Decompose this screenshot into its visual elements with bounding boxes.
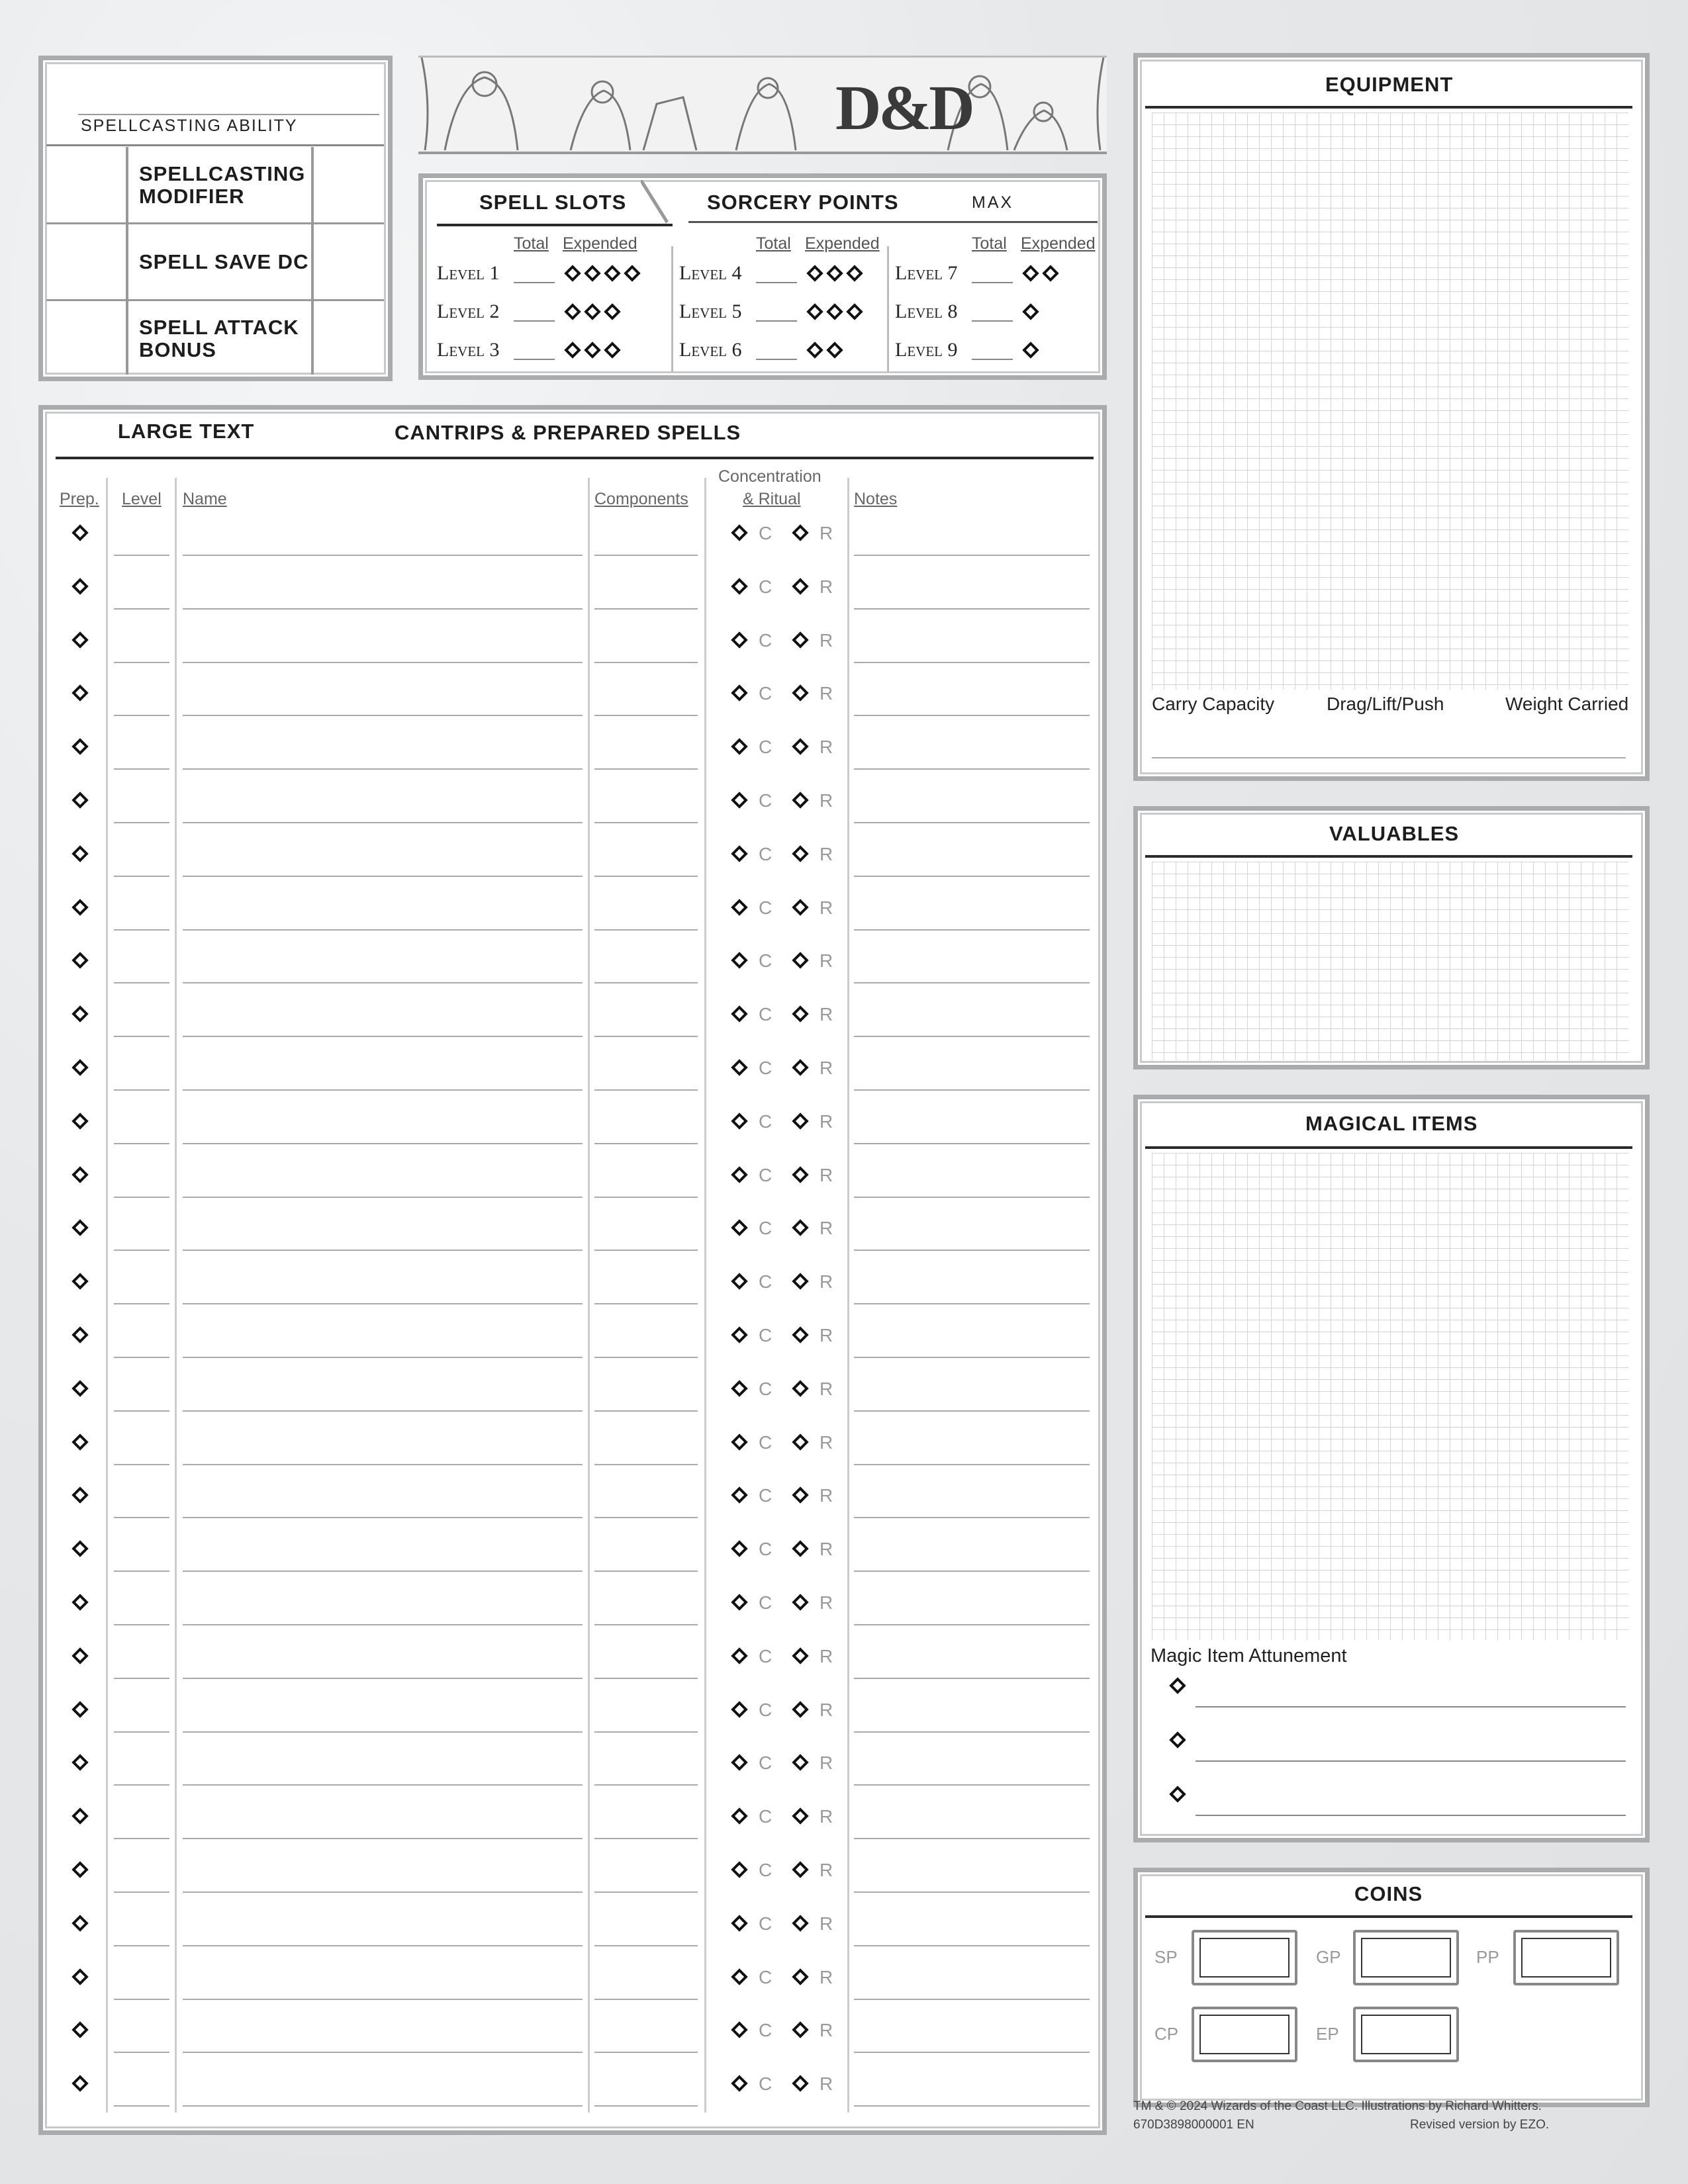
- spell-notes-field[interactable]: [854, 768, 1090, 770]
- concentration-label: C: [759, 1752, 773, 1774]
- concentration-label: C: [759, 629, 773, 651]
- weight-carried-label: Weight Carried: [1505, 694, 1629, 714]
- concentration-label: C: [759, 1218, 773, 1239]
- ritual-label: R: [820, 1860, 833, 1880]
- concentration-label: C: [759, 737, 773, 758]
- spell-notes-field[interactable]: [854, 1303, 1090, 1304]
- spell-components-field[interactable]: [594, 608, 698, 610]
- slot-level-label: Level 9: [895, 339, 958, 361]
- spell-name-field[interactable]: [183, 662, 583, 663]
- ritual-label: R: [820, 683, 833, 704]
- concentration-label: C: [759, 1432, 773, 1453]
- spells-col-sep-3: [588, 478, 590, 2113]
- spell-notes-field[interactable]: [854, 1036, 1090, 1037]
- spell-notes-field[interactable]: [854, 1999, 1090, 2000]
- coin-label: CP: [1154, 2024, 1179, 2044]
- ritual-label: R: [820, 1271, 833, 1293]
- coin-label: EP: [1316, 2024, 1339, 2044]
- coin-label: GP: [1316, 1947, 1341, 1967]
- ritual-label: R: [820, 629, 833, 651]
- equipment-grid[interactable]: [1152, 113, 1628, 690]
- spell-name-field[interactable]: [183, 1891, 583, 1893]
- slot-level-label: Level 2: [437, 300, 500, 322]
- concentration-label: C: [759, 1271, 773, 1293]
- slot-total-input[interactable]: [972, 282, 1013, 283]
- spell-level-field[interactable]: [114, 876, 169, 877]
- spell-name-field[interactable]: [183, 1784, 583, 1786]
- spell-components-field[interactable]: [594, 1250, 698, 1251]
- slot-total-input[interactable]: [972, 359, 1013, 360]
- spell-notes-field[interactable]: [854, 555, 1090, 556]
- col-level: Level: [122, 490, 162, 508]
- spell-name-field[interactable]: [183, 1624, 583, 1625]
- concentration-label: C: [759, 1806, 773, 1827]
- slot-col-separator: [887, 246, 889, 372]
- spell-notes-field[interactable]: [854, 1891, 1090, 1893]
- spell-name-field[interactable]: [183, 715, 583, 716]
- slot-expended-header: Expended: [1021, 234, 1096, 253]
- slot-level-label: Level 8: [895, 300, 958, 322]
- concentration-label: C: [759, 1860, 773, 1880]
- coins-rule: [1145, 1915, 1632, 1918]
- spell-components-field[interactable]: [594, 1945, 698, 1946]
- ritual-label: R: [820, 790, 833, 811]
- spell-name-field[interactable]: [183, 1945, 583, 1946]
- ritual-label: R: [820, 2073, 833, 2095]
- figure-knight-head: [473, 72, 496, 96]
- spell-level-field[interactable]: [114, 608, 169, 610]
- mod-divider-v1: [126, 147, 128, 375]
- ritual-label: R: [820, 1806, 833, 1827]
- ritual-label: R: [820, 1699, 833, 1720]
- figure-machine: [643, 97, 696, 150]
- spell-notes-field[interactable]: [854, 1357, 1090, 1358]
- spells-title: CANTRIPS & PREPARED SPELLS: [395, 421, 741, 444]
- slot-total-input[interactable]: [756, 282, 797, 283]
- valuables-rule: [1145, 855, 1632, 858]
- spell-notes-field[interactable]: [854, 1678, 1090, 1679]
- concentration-label: C: [759, 897, 773, 918]
- spellcasting-divider: [46, 144, 384, 146]
- concentration-label: C: [759, 2073, 773, 2095]
- spell-level-field[interactable]: [114, 2105, 169, 2107]
- spell-notes-field[interactable]: [854, 715, 1090, 716]
- spell-notes-field[interactable]: [854, 1410, 1090, 1412]
- spell-attack-bonus-input[interactable]: [48, 302, 124, 375]
- ritual-label: R: [820, 523, 833, 543]
- spell-components-field[interactable]: [594, 1624, 698, 1625]
- sorcery-rule: [688, 221, 1098, 223]
- slot-total-input[interactable]: [514, 359, 555, 360]
- spell-name-field[interactable]: [183, 1731, 583, 1733]
- spellcasting-ability-input[interactable]: [81, 86, 379, 113]
- slot-level-label: Level 4: [679, 262, 742, 284]
- concentration-label: C: [759, 2020, 773, 2041]
- coin-input-inner: [1199, 2015, 1289, 2054]
- ritual-label: R: [820, 1111, 833, 1132]
- spell-components-field[interactable]: [594, 1410, 698, 1412]
- coin-input[interactable]: [1192, 1930, 1297, 1985]
- attunement-field[interactable]: [1196, 1706, 1626, 1707]
- col-concentration: Concentration: [718, 467, 821, 486]
- coin-input-inner: [1361, 2015, 1451, 2054]
- spell-level-field[interactable]: [114, 929, 169, 931]
- ritual-label: R: [820, 950, 833, 972]
- coin-label: PP: [1476, 1947, 1499, 1967]
- ritual-label: R: [820, 1645, 833, 1666]
- ritual-label: R: [820, 1378, 833, 1399]
- coin-input-inner: [1521, 1938, 1611, 1978]
- drag-lift-push-label: Drag/Lift/Push: [1327, 694, 1444, 714]
- spell-components-field[interactable]: [594, 1303, 698, 1304]
- spell-components-field[interactable]: [594, 1891, 698, 1893]
- slot-level-label: Level 5: [679, 300, 742, 322]
- spell-name-field[interactable]: [183, 1250, 583, 1251]
- ritual-label: R: [820, 843, 833, 864]
- carry-capacity-input[interactable]: [1152, 757, 1626, 758]
- concentration-label: C: [759, 576, 773, 597]
- slot-total-header: Total: [972, 234, 1007, 253]
- ritual-label: R: [820, 897, 833, 918]
- spell-components-field[interactable]: [594, 555, 698, 556]
- spell-components-field[interactable]: [594, 1464, 698, 1465]
- illustration-banner: [418, 56, 1107, 154]
- ritual-label: R: [820, 1752, 833, 1774]
- slot-level-label: Level 3: [437, 339, 500, 361]
- concentration-label: C: [759, 1485, 773, 1506]
- coin-label: SP: [1154, 1947, 1178, 1967]
- slot-total-input[interactable]: [514, 282, 555, 283]
- spell-level-field[interactable]: [114, 1731, 169, 1733]
- concentration-label: C: [759, 1325, 773, 1345]
- spellcasting-modifier-input[interactable]: [48, 148, 124, 221]
- spell-notes-field[interactable]: [854, 1784, 1090, 1786]
- concentration-label: C: [759, 1164, 773, 1185]
- spell-components-field[interactable]: [594, 876, 698, 877]
- spell-notes-field[interactable]: [854, 929, 1090, 931]
- slot-level-label: Level 7: [895, 262, 958, 284]
- spell-components-field[interactable]: [594, 1143, 698, 1144]
- spell-name-field[interactable]: [183, 1678, 583, 1679]
- spell-name-field[interactable]: [183, 1838, 583, 1839]
- spell-components-field[interactable]: [594, 2052, 698, 2053]
- spell-level-field[interactable]: [114, 662, 169, 663]
- spells-col-sep-1: [106, 478, 108, 2113]
- spell-level-field[interactable]: [114, 1678, 169, 1679]
- spell-components-field[interactable]: [594, 1517, 698, 1518]
- spell-name-field[interactable]: [183, 982, 583, 983]
- concentration-label: C: [759, 1378, 773, 1399]
- spell-name-field[interactable]: [183, 1303, 583, 1304]
- footer-code: 670D3898000001 EN: [1133, 2118, 1254, 2132]
- dnd-logo: D&D: [835, 72, 972, 143]
- ritual-label: R: [820, 1592, 833, 1613]
- concentration-label: C: [759, 1592, 773, 1613]
- spell-name-field[interactable]: [183, 1999, 583, 2000]
- coin-input-inner: [1361, 1938, 1451, 1978]
- spell-name-field[interactable]: [183, 1464, 583, 1465]
- concentration-label: C: [759, 1004, 773, 1025]
- spell-level-field[interactable]: [114, 1517, 169, 1518]
- spells-col-sep-5: [847, 478, 849, 2113]
- spell-name-field[interactable]: [183, 1517, 583, 1518]
- spell-name-field[interactable]: [183, 876, 583, 877]
- slot-col-separator: [671, 246, 673, 372]
- spell-level-field[interactable]: [114, 1410, 169, 1412]
- large-text-label[interactable]: LARGE TEXT: [118, 420, 255, 443]
- sorcery-points-input[interactable]: [887, 187, 960, 218]
- ritual-label: R: [820, 737, 833, 758]
- curtains: [422, 58, 1103, 150]
- coin-input[interactable]: [1353, 2007, 1459, 2062]
- ritual-label: R: [820, 1325, 833, 1345]
- slot-total-input[interactable]: [756, 320, 797, 322]
- slot-total-input[interactable]: [756, 359, 797, 360]
- figure-elf: [736, 84, 796, 150]
- ritual-label: R: [820, 1164, 833, 1185]
- concentration-label: C: [759, 790, 773, 811]
- concentration-label: C: [759, 1699, 773, 1720]
- mod-divider-v2: [311, 147, 314, 375]
- slot-total-header: Total: [756, 234, 791, 253]
- slot-total-header: Total: [514, 234, 549, 253]
- slot-total-input[interactable]: [514, 320, 555, 322]
- spell-save-dc-input[interactable]: [48, 225, 124, 298]
- ritual-label: R: [820, 1485, 833, 1506]
- spell-notes-field[interactable]: [854, 876, 1090, 877]
- valuables-grid[interactable]: [1152, 862, 1628, 1060]
- concentration-label: C: [759, 843, 773, 864]
- spell-level-field[interactable]: [114, 1891, 169, 1893]
- spell-level-field[interactable]: [114, 555, 169, 556]
- spell-notes-field[interactable]: [854, 1089, 1090, 1091]
- spell-notes-field[interactable]: [854, 2105, 1090, 2107]
- spell-level-field[interactable]: [114, 982, 169, 983]
- col-notes: Notes: [854, 490, 898, 508]
- equipment-rule: [1145, 106, 1632, 109]
- spell-slots-rule: [437, 224, 673, 226]
- spell-level-field[interactable]: [114, 1999, 169, 2000]
- spell-notes-field[interactable]: [854, 982, 1090, 983]
- spell-components-field[interactable]: [594, 1731, 698, 1733]
- magical-items-rule: [1145, 1146, 1632, 1149]
- col-ritual: & Ritual: [743, 490, 801, 508]
- spell-name-field[interactable]: [183, 555, 583, 556]
- spell-components-field[interactable]: [594, 1089, 698, 1091]
- spell-name-field[interactable]: [183, 2052, 583, 2053]
- spell-notes-field[interactable]: [854, 1143, 1090, 1144]
- coin-input[interactable]: [1513, 1930, 1619, 1985]
- slot-expended-header: Expended: [563, 234, 637, 253]
- spell-notes-field[interactable]: [854, 1197, 1090, 1198]
- slot-level-label: Level 6: [679, 339, 742, 361]
- spell-level-field[interactable]: [114, 1570, 169, 1572]
- spell-components-field[interactable]: [594, 982, 698, 983]
- spell-level-field[interactable]: [114, 822, 169, 823]
- spell-level-field[interactable]: [114, 2052, 169, 2053]
- spell-name-field[interactable]: [183, 1197, 583, 1198]
- spell-components-field[interactable]: [594, 929, 698, 931]
- valuables-title: VALUABLES: [1329, 822, 1460, 845]
- spellcasting-ability-line: [78, 114, 379, 115]
- mod-divider-h1: [46, 222, 384, 224]
- concentration-label: C: [759, 950, 773, 972]
- ritual-label: R: [820, 576, 833, 597]
- magical-items-grid[interactable]: [1152, 1153, 1628, 1640]
- footer-copyright: TM & © 2024 Wizards of the Coast LLC. Illustrations by Richard Whitters.: [1133, 2099, 1542, 2113]
- spell-name-field[interactable]: [183, 1570, 583, 1572]
- spell-components-field[interactable]: [594, 822, 698, 823]
- spell-level-field[interactable]: [114, 715, 169, 716]
- ritual-label: R: [820, 1539, 833, 1560]
- coin-input[interactable]: [1353, 1930, 1459, 1985]
- ritual-label: R: [820, 1218, 833, 1239]
- spell-components-field[interactable]: [594, 1197, 698, 1198]
- spell-components-field[interactable]: [594, 2105, 698, 2107]
- slot-level-label: Level 1: [437, 262, 500, 284]
- spells-col-sep-4: [704, 478, 706, 2113]
- ritual-label: R: [820, 1058, 833, 1078]
- spell-name-field[interactable]: [183, 1036, 583, 1037]
- spells-col-sep-2: [175, 478, 177, 2113]
- spell-notes-field[interactable]: [854, 1464, 1090, 1465]
- slot-expended-header: Expended: [805, 234, 880, 253]
- spell-name-field[interactable]: [183, 768, 583, 770]
- spell-attack-bonus-label: SPELL ATTACK BONUS: [139, 316, 299, 361]
- spell-components-field[interactable]: [594, 1838, 698, 1839]
- ritual-label: R: [820, 2020, 833, 2041]
- spell-notes-field[interactable]: [854, 1945, 1090, 1946]
- footer-revised: Revised version by EZO.: [1410, 2118, 1550, 2132]
- coins-title: COINS: [1354, 1882, 1423, 1905]
- spell-notes-field[interactable]: [854, 1250, 1090, 1251]
- concentration-label: C: [759, 1966, 773, 1987]
- spellcasting-modifier-label: SPELLCASTING MODIFIER: [139, 162, 306, 208]
- spell-components-field[interactable]: [594, 768, 698, 770]
- spell-slots-tab-divider: [641, 180, 687, 226]
- sorcery-points-title: SORCERY POINTS: [707, 191, 899, 214]
- attunement-field[interactable]: [1196, 1815, 1626, 1816]
- ritual-label: R: [820, 1432, 833, 1453]
- attunement-field[interactable]: [1196, 1760, 1626, 1762]
- concentration-label: C: [759, 1058, 773, 1078]
- spell-components-field[interactable]: [594, 1570, 698, 1572]
- coin-input-inner: [1199, 1938, 1289, 1978]
- figure-halfling: [1014, 111, 1067, 150]
- spell-slots-title: SPELL SLOTS: [479, 191, 627, 214]
- spell-level-field[interactable]: [114, 1624, 169, 1625]
- concentration-label: C: [759, 1111, 773, 1132]
- equipment-title: EQUIPMENT: [1325, 73, 1454, 96]
- spell-level-field[interactable]: [114, 1197, 169, 1198]
- spell-components-field[interactable]: [594, 1036, 698, 1037]
- ritual-label: R: [820, 1966, 833, 1987]
- spell-level-field[interactable]: [114, 1464, 169, 1465]
- spell-name-field[interactable]: [183, 929, 583, 931]
- figure-knight: [445, 77, 518, 150]
- spell-components-field[interactable]: [594, 1784, 698, 1786]
- spell-notes-field[interactable]: [854, 1838, 1090, 1839]
- spell-level-field[interactable]: [114, 1945, 169, 1946]
- spellcasting-ability-label: SPELLCASTING ABILITY: [81, 116, 298, 135]
- coin-input[interactable]: [1192, 2007, 1297, 2062]
- spell-notes-field[interactable]: [854, 608, 1090, 610]
- magical-items-title: MAGICAL ITEMS: [1305, 1112, 1478, 1135]
- col-components: Components: [594, 490, 688, 508]
- spell-notes-field[interactable]: [854, 1731, 1090, 1733]
- ritual-label: R: [820, 1913, 833, 1934]
- slot-total-input[interactable]: [972, 320, 1013, 322]
- spell-name-field[interactable]: [183, 822, 583, 823]
- concentration-label: C: [759, 1645, 773, 1666]
- spell-notes-field[interactable]: [854, 1570, 1090, 1572]
- spell-level-field[interactable]: [114, 1838, 169, 1839]
- spell-level-field[interactable]: [114, 1089, 169, 1091]
- spell-notes-field[interactable]: [854, 1517, 1090, 1518]
- concentration-label: C: [759, 1539, 773, 1560]
- spell-name-field[interactable]: [183, 608, 583, 610]
- spell-level-field[interactable]: [114, 1784, 169, 1786]
- spell-name-field[interactable]: [183, 1089, 583, 1091]
- spells-panel: [38, 405, 1107, 2135]
- spell-notes-field[interactable]: [854, 662, 1090, 663]
- spell-name-field[interactable]: [183, 1143, 583, 1144]
- sorcery-max-label: MAX: [972, 193, 1014, 212]
- spells-title-rule: [56, 457, 1094, 459]
- spell-level-field[interactable]: [114, 1357, 169, 1358]
- spell-components-field[interactable]: [594, 1999, 698, 2000]
- spell-notes-field[interactable]: [854, 1624, 1090, 1625]
- spell-notes-field[interactable]: [854, 2052, 1090, 2053]
- carry-capacity-label: Carry Capacity: [1152, 694, 1275, 714]
- spell-level-field[interactable]: [114, 1250, 169, 1251]
- col-name: Name: [183, 490, 227, 508]
- spell-level-field[interactable]: [114, 1303, 169, 1304]
- spell-components-field[interactable]: [594, 1678, 698, 1679]
- figure-bard: [571, 91, 630, 150]
- spell-components-field[interactable]: [594, 715, 698, 716]
- spell-name-field[interactable]: [183, 1357, 583, 1358]
- col-prep: Prep.: [60, 490, 99, 508]
- spell-level-field[interactable]: [114, 1036, 169, 1037]
- mod-divider-h2: [46, 299, 384, 301]
- concentration-label: C: [759, 523, 773, 543]
- concentration-label: C: [759, 1913, 773, 1934]
- spell-name-field[interactable]: [183, 2105, 583, 2107]
- spell-level-field[interactable]: [114, 768, 169, 770]
- concentration-label: C: [759, 683, 773, 704]
- sorcery-max-input[interactable]: [1019, 187, 1092, 218]
- spell-level-field[interactable]: [114, 1143, 169, 1144]
- ritual-label: R: [820, 1004, 833, 1025]
- spell-name-field[interactable]: [183, 1410, 583, 1412]
- spell-notes-field[interactable]: [854, 822, 1090, 823]
- character-illustrations: [418, 58, 1107, 152]
- attunement-label: Magic Item Attunement: [1150, 1645, 1347, 1666]
- spell-components-field[interactable]: [594, 1357, 698, 1358]
- spell-save-dc-label: SPELL SAVE DC: [139, 250, 309, 273]
- spell-components-field[interactable]: [594, 662, 698, 663]
